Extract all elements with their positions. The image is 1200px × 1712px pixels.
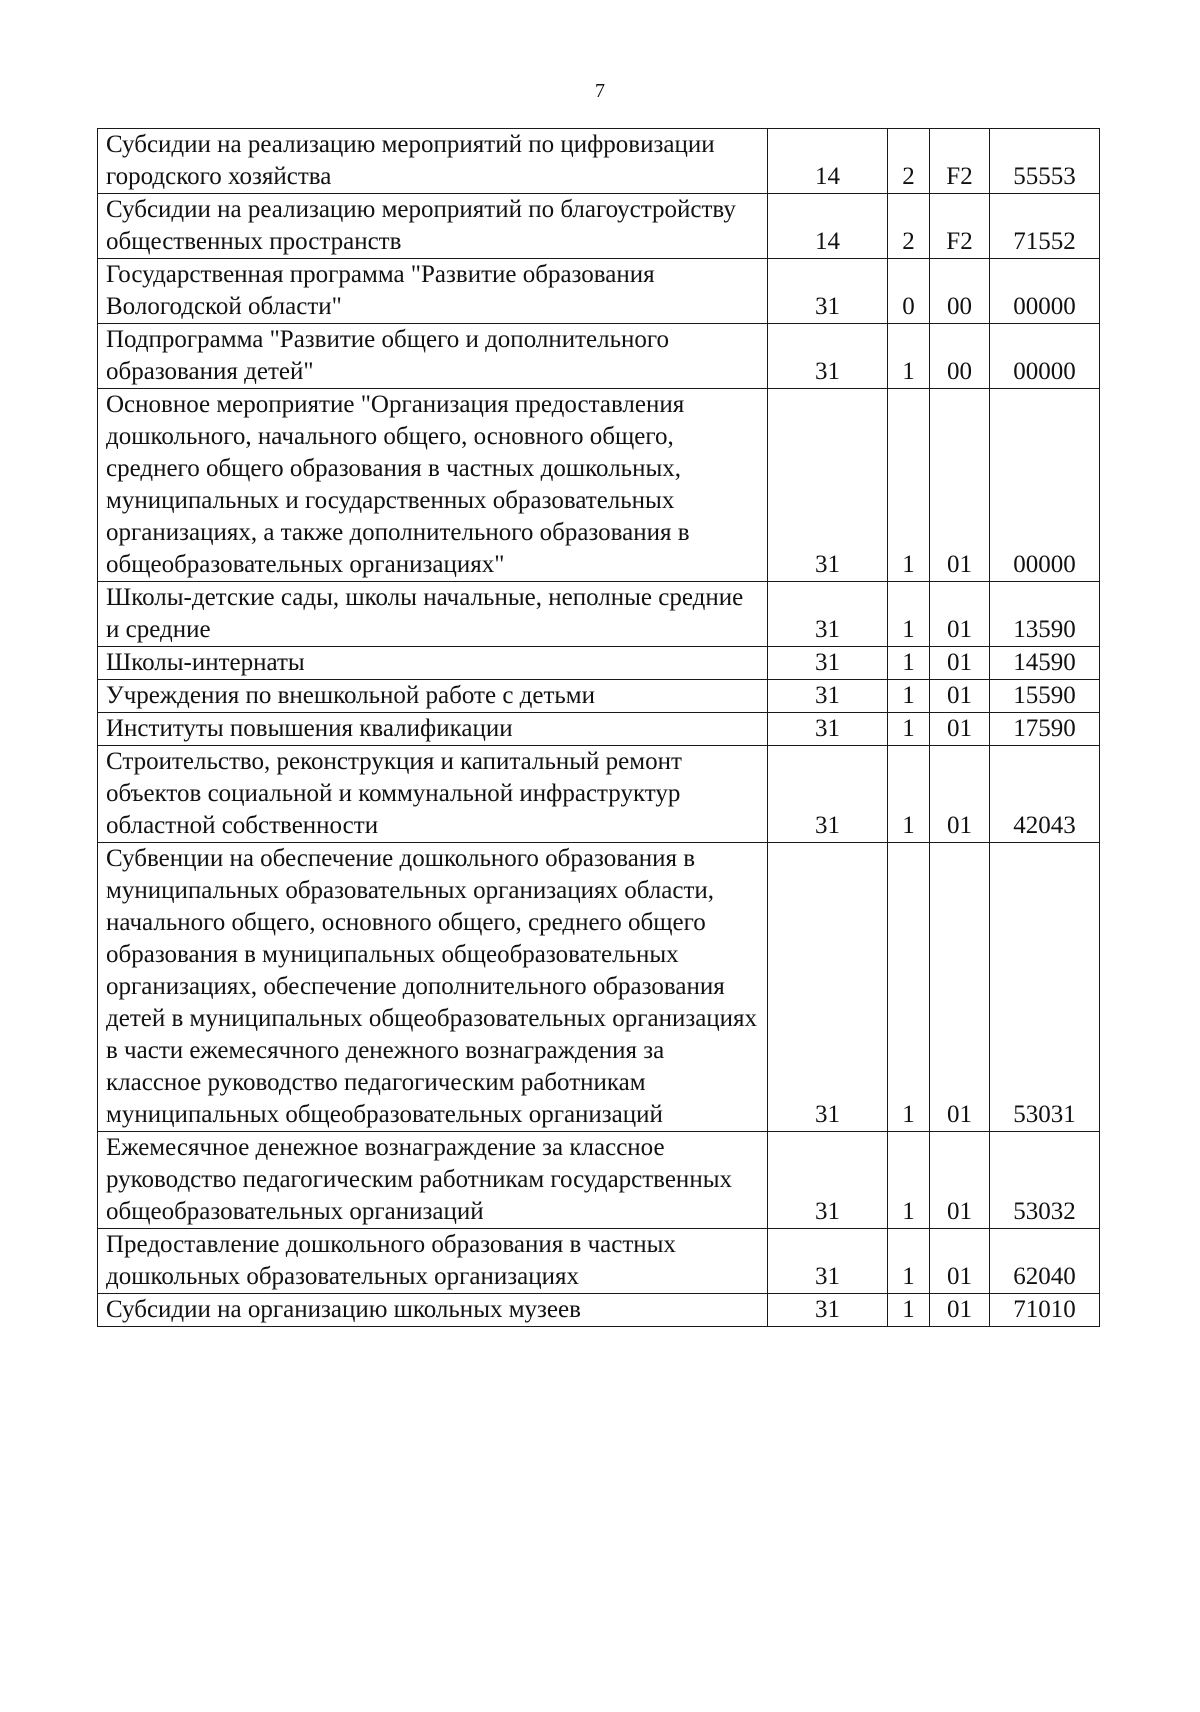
- program-code: 31: [768, 324, 888, 389]
- item-name: Школы-детские сады, школы начальные, неполные средние и средние: [98, 582, 768, 647]
- item-name: Субвенции на обеспечение дошкольного образования в муниципальных образовательных организациях области, начального общего, основного общего, среднего общего образования в муниципальных общеобразовательных организациях, обеспечение дополнительного образования детей в муниципальных общеобразовательных организациях в части ежемесячного денежного вознаграждения за классное руководство педагогическим работникам муниципальных общеобразовательных организаций: [98, 843, 768, 1132]
- table-row: [98, 389, 1100, 582]
- program-code: 31: [768, 1294, 888, 1327]
- program-code: 31: [768, 1132, 888, 1229]
- table-row: [98, 259, 1100, 324]
- program-code: 31: [768, 746, 888, 843]
- program-code: 31: [768, 713, 888, 746]
- program-code: 31: [768, 1229, 888, 1294]
- direction-code: 42043: [990, 746, 1100, 843]
- item-name: Учреждения по внешкольной работе с детьми: [98, 680, 768, 713]
- subprogram-code: 1: [888, 843, 930, 1132]
- table-row: [98, 582, 1100, 647]
- item-name: Подпрограмма "Развитие общего и дополнительного образования детей": [98, 324, 768, 389]
- event-code: F2: [930, 194, 990, 259]
- event-code: 00: [930, 259, 990, 324]
- budget-classification-table: [97, 128, 1100, 1327]
- table-row: [98, 194, 1100, 259]
- program-code: 31: [768, 582, 888, 647]
- direction-code: 17590: [990, 713, 1100, 746]
- event-code: 01: [930, 843, 990, 1132]
- table-row: [98, 680, 1100, 713]
- direction-code: 00000: [990, 259, 1100, 324]
- program-code: 14: [768, 129, 888, 194]
- event-code: 00: [930, 324, 990, 389]
- program-code: 31: [768, 389, 888, 582]
- direction-code: 71010: [990, 1294, 1100, 1327]
- event-code: F2: [930, 129, 990, 194]
- item-name: Субсидии на реализацию мероприятий по цифровизации городского хозяйства: [98, 129, 768, 194]
- item-name: Государственная программа "Развитие образования Вологодской области": [98, 259, 768, 324]
- table-row: [98, 1229, 1100, 1294]
- subprogram-code: 1: [888, 680, 930, 713]
- event-code: 01: [930, 680, 990, 713]
- direction-code: 13590: [990, 582, 1100, 647]
- event-code: 01: [930, 647, 990, 680]
- item-name: Школы-интернаты: [98, 647, 768, 680]
- direction-code: 71552: [990, 194, 1100, 259]
- page-number: 7: [595, 80, 605, 102]
- item-name: Строительство, реконструкция и капитальный ремонт объектов социальной и коммунальной инфраструктур областной собственности: [98, 746, 768, 843]
- table-row: [98, 746, 1100, 843]
- table-row: [98, 324, 1100, 389]
- subprogram-code: 1: [888, 713, 930, 746]
- event-code: 01: [930, 389, 990, 582]
- item-name: Субсидии на организацию школьных музеев: [98, 1294, 768, 1327]
- direction-code: 15590: [990, 680, 1100, 713]
- event-code: 01: [930, 1132, 990, 1229]
- item-name: Основное мероприятие "Организация предоставления дошкольного, начального общего, основного общего, среднего общего образования в частных дошкольных, муниципальных и государственных образовательных организациях, а также дополнительного образования в общеобразовательных организациях": [98, 389, 768, 582]
- table-row: [98, 1294, 1100, 1327]
- program-code: 31: [768, 843, 888, 1132]
- subprogram-code: 1: [888, 647, 930, 680]
- item-name: Предоставление дошкольного образования в частных дошкольных образовательных организациях: [98, 1229, 768, 1294]
- direction-code: 62040: [990, 1229, 1100, 1294]
- table-row: [98, 129, 1100, 194]
- event-code: 01: [930, 1294, 990, 1327]
- direction-code: 00000: [990, 324, 1100, 389]
- table-row: [98, 1132, 1100, 1229]
- direction-code: 00000: [990, 389, 1100, 582]
- table-row: [98, 713, 1100, 746]
- item-name: Ежемесячное денежное вознаграждение за классное руководство педагогическим работникам государственных общеобразовательных организаций: [98, 1132, 768, 1229]
- program-code: 31: [768, 680, 888, 713]
- subprogram-code: 2: [888, 129, 930, 194]
- direction-code: 53031: [990, 843, 1100, 1132]
- subprogram-code: 1: [888, 389, 930, 582]
- direction-code: 53032: [990, 1132, 1100, 1229]
- event-code: 01: [930, 746, 990, 843]
- event-code: 01: [930, 1229, 990, 1294]
- subprogram-code: 1: [888, 1294, 930, 1327]
- subprogram-code: 1: [888, 1229, 930, 1294]
- program-code: 14: [768, 194, 888, 259]
- event-code: 01: [930, 713, 990, 746]
- direction-code: 14590: [990, 647, 1100, 680]
- subprogram-code: 1: [888, 746, 930, 843]
- subprogram-code: 2: [888, 194, 930, 259]
- subprogram-code: 0: [888, 259, 930, 324]
- item-name: Институты повышения квалификации: [98, 713, 768, 746]
- table-row: [98, 647, 1100, 680]
- subprogram-code: 1: [888, 582, 930, 647]
- event-code: 01: [930, 582, 990, 647]
- program-code: 31: [768, 259, 888, 324]
- subprogram-code: 1: [888, 1132, 930, 1229]
- item-name: Субсидии на реализацию мероприятий по благоустройству общественных пространств: [98, 194, 768, 259]
- table-row: [98, 843, 1100, 1132]
- program-code: 31: [768, 647, 888, 680]
- subprogram-code: 1: [888, 324, 930, 389]
- direction-code: 55553: [990, 129, 1100, 194]
